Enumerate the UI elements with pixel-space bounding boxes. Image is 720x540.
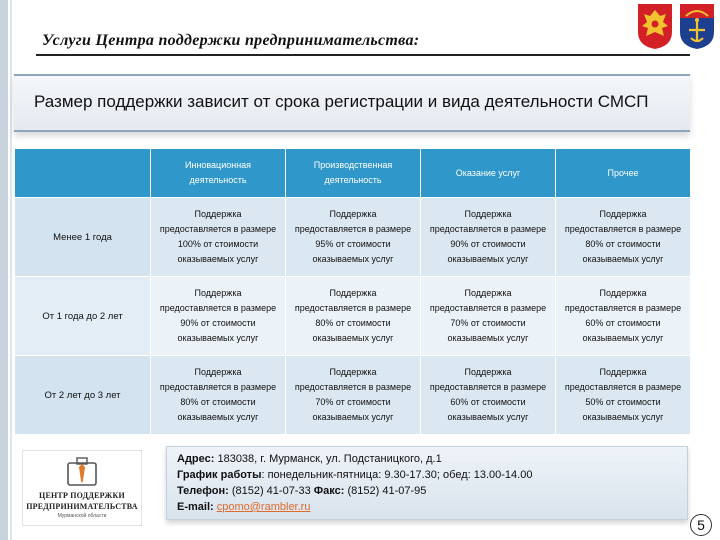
row-header: От 2 лет до 3 лет — [15, 356, 151, 435]
murmansk-oblast-coat-of-arms-icon — [678, 2, 716, 50]
cell-text-line: оказываемых услуг — [177, 254, 259, 264]
cell-text-line: Поддержка — [194, 209, 242, 219]
address-value: 183038, г. Мурманск, ул. Подстаницкого, д.1 — [214, 453, 442, 465]
column-header — [151, 149, 286, 198]
column-header — [556, 149, 691, 198]
russia-coat-of-arms-icon — [636, 2, 674, 50]
cell-text-line: предоставляется в размере — [429, 382, 547, 392]
fax-value: (8152) 41-07-95 — [344, 485, 427, 497]
hours-label: График работы — [177, 469, 262, 481]
cell-text-line: Поддержка — [464, 367, 512, 377]
left-decorative-bar-thin — [10, 0, 12, 540]
cell-value: 100% от стоимости — [177, 239, 259, 249]
contact-hours — [177, 469, 532, 481]
cell-text-line: оказываемых услуг — [312, 333, 394, 343]
table-row — [15, 277, 691, 356]
cell-text-line: предоставляется в размере — [294, 303, 412, 313]
cell-value: 70% от стоимости — [315, 397, 391, 407]
cell-value: 95% от стоимости — [315, 239, 391, 249]
cell-text-line: предоставляется в размере — [429, 303, 547, 313]
cell-text-line: предоставляется в размере — [429, 224, 547, 234]
column-header-line: Инновационная — [184, 160, 252, 170]
cell-text-line: Поддержка — [599, 367, 647, 377]
table-row — [15, 356, 691, 435]
table-cell — [151, 356, 286, 435]
cell-text-line: Поддержка — [194, 367, 242, 377]
column-header-line: Производственная — [313, 160, 393, 170]
logo-subtext: Мурманской области — [57, 513, 107, 519]
phone-value: (8152) 41-07-33 — [228, 485, 314, 497]
cell-text-line: Поддержка — [464, 209, 512, 219]
cell-text-line: предоставляется в размере — [159, 303, 277, 313]
column-header-line: Прочее — [607, 167, 639, 178]
contact-box — [166, 446, 688, 520]
cell-text-line: Поддержка — [599, 209, 647, 219]
info-banner — [14, 74, 690, 132]
column-header — [286, 149, 421, 198]
cell-value: 70% от стоимости — [450, 318, 526, 328]
page-number: 5 — [690, 514, 712, 536]
table-cell — [151, 277, 286, 356]
table-header-row — [15, 149, 691, 198]
cell-text-line: Поддержка — [194, 288, 242, 298]
contact-phone — [177, 485, 426, 497]
cell-text-line: оказываемых услуг — [582, 254, 664, 264]
cell-value: 80% от стоимости — [180, 397, 256, 407]
cell-text-line: оказываемых услуг — [447, 254, 529, 264]
cell-value: 60% от стоимости — [585, 318, 661, 328]
left-decorative-bar — [0, 0, 8, 540]
cell-text-line: Поддержка — [464, 288, 512, 298]
cell-value: 80% от стоимости — [315, 318, 391, 328]
address-label: Адрес: — [177, 453, 215, 465]
table-cell — [286, 356, 421, 435]
cell-value: 60% от стоимости — [450, 397, 526, 407]
cell-value: 80% от стоимости — [585, 239, 661, 249]
table-cell — [421, 356, 556, 435]
table-cell — [421, 277, 556, 356]
cell-text-line: предоставляется в размере — [294, 224, 412, 234]
cell-text-line: предоставляется в размере — [564, 382, 682, 392]
cell-text-line: Поддержка — [599, 288, 647, 298]
table-cell — [556, 198, 691, 277]
table-corner-cell — [15, 149, 151, 198]
column-header — [421, 149, 556, 198]
table-cell — [286, 198, 421, 277]
column-header-line: деятельность — [324, 175, 382, 185]
contact-address — [177, 453, 442, 465]
cell-text-line: предоставляется в размере — [159, 224, 277, 234]
cell-text-line: Поддержка — [329, 367, 377, 377]
column-header-line: Оказание услуг — [455, 167, 521, 178]
email-link[interactable]: cpomo@rambler.ru — [216, 501, 311, 513]
cell-text-line: оказываемых услуг — [582, 412, 664, 422]
cell-value: 50% от стоимости — [585, 397, 661, 407]
title-underline — [36, 54, 690, 56]
cell-value: 90% от стоимости — [450, 239, 526, 249]
cell-text-line: оказываемых услуг — [177, 412, 259, 422]
cell-text-line: предоставляется в размере — [564, 224, 682, 234]
table-cell — [151, 198, 286, 277]
table-cell — [421, 198, 556, 277]
cell-text-line: предоставляется в размере — [159, 382, 277, 392]
cell-text-line: оказываемых услуг — [447, 333, 529, 343]
banner-text: Размер поддержки зависит от срока регистрации и вида деятельности СМСП — [34, 92, 649, 111]
row-header: От 1 года до 2 лет — [15, 277, 151, 356]
cell-text-line: предоставляется в размере — [564, 303, 682, 313]
email-label: E-mail: — [177, 501, 214, 513]
cell-text-line: оказываемых услуг — [312, 412, 394, 422]
cell-value: 90% от стоимости — [180, 318, 256, 328]
contact-email — [177, 501, 310, 513]
cell-text-line: предоставляется в размере — [294, 382, 412, 392]
logo-text-line: ПРЕДПРИНИМАТЕЛЬСТВА — [26, 502, 138, 511]
cell-text-line: оказываемых услуг — [312, 254, 394, 264]
column-header-line: деятельность — [189, 175, 247, 185]
support-table — [14, 148, 691, 435]
logo-text-line: ЦЕНТР ПОДДЕРЖКИ — [39, 491, 125, 500]
fax-label: Факс: — [313, 485, 345, 497]
phone-label: Телефон: — [177, 485, 229, 497]
page-title: Услуги Центра поддержки предпринимательства: — [42, 32, 420, 49]
table-cell — [556, 277, 691, 356]
row-header: Менее 1 года — [15, 198, 151, 277]
table-cell — [556, 356, 691, 435]
table-cell — [286, 277, 421, 356]
table-row — [15, 198, 691, 277]
cell-text-line: Поддержка — [329, 288, 377, 298]
cell-text-line: Поддержка — [329, 209, 377, 219]
company-logo — [22, 450, 142, 526]
cell-text-line: оказываемых услуг — [177, 333, 259, 343]
cell-text-line: оказываемых услуг — [447, 412, 529, 422]
briefcase-tie-icon — [65, 455, 99, 489]
hours-value: : понедельник-пятница: 9.30-17.30; обед: 13.00-14.00 — [261, 469, 533, 481]
cell-text-line: оказываемых услуг — [582, 333, 664, 343]
